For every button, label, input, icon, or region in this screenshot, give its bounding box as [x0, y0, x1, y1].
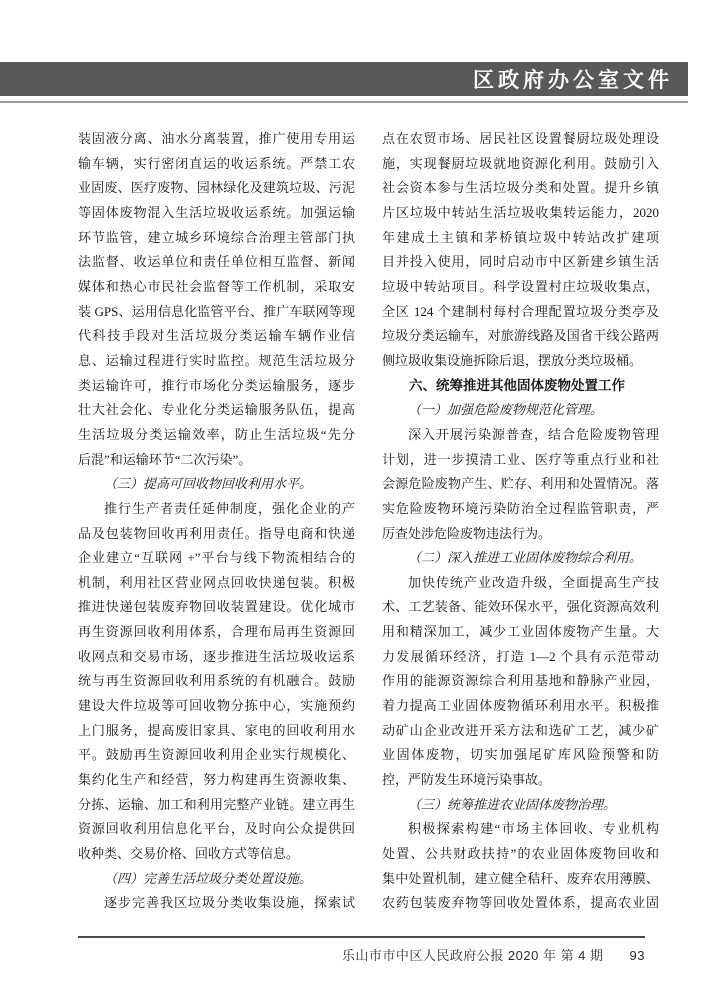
text-line: 法监督、收运单位和责任单位相互监督、新闻 — [78, 254, 355, 270]
text-line: 控，严防发生环境污染事故。 — [382, 772, 552, 788]
text-line: 平。鼓励再生资源回收利用企业实行规模化、 — [78, 747, 355, 763]
text-line: （四）完善生活垃圾分类处置设施。 — [104, 870, 313, 886]
text-line: 计划，进一步摸清工业、医疗等重点行业和社 — [382, 451, 659, 467]
left-column — [78, 127, 355, 916]
text-line: 会源危险废物产生、贮存、利用和处置情况。落 — [382, 476, 659, 492]
right-column — [382, 127, 659, 916]
text-line: 等固体废物混入生活垃圾收运系统。加强运输 — [78, 204, 355, 220]
text-line: 再生资源回收利用体系，合理布局再生资源回 — [78, 624, 355, 640]
text-line: 集中处置机制，建立健全秸秆、废弃农用薄膜、 — [382, 870, 659, 886]
text-line: 厉查处涉危险废物违法行为。 — [382, 525, 552, 541]
footer-source: 乐山市市中区人民政府公报 2020 年 第 4 期 — [341, 948, 604, 963]
text-line: 点在农贸市场、居民社区设置餐厨垃圾处理设 — [382, 131, 659, 146]
text-line: 业固体废物，切实加强尾矿库风险预警和防 — [382, 747, 659, 763]
page-number: 93 — [629, 948, 645, 963]
text-line: 片区垃圾中转站生活垃圾收集转运能力，2020 — [382, 204, 659, 220]
text-line: 动矿山企业改进开采方法和选矿工艺，减少矿 — [382, 722, 659, 738]
footer-divider — [78, 936, 645, 938]
text-line: 全区 124 个建制村每村合理配置垃圾分类亭及 — [382, 303, 659, 319]
text-line: 施，实现餐厨垃圾就地资源化利用。鼓励引入 — [382, 155, 659, 171]
text-line: 社会资本参与生活垃圾分类和处置。提升乡镇 — [382, 180, 659, 196]
text-line: 装固液分离、油水分离装置，推广使用专用运 — [78, 131, 355, 146]
page-title: 区政府办公室文件 — [473, 69, 673, 92]
text-line: 装 GPS、运用信息化监管平台、推广车联网等现 — [78, 303, 355, 319]
text-line: 品及包装物回收再利用责任。指导电商和快递 — [78, 525, 355, 541]
text-line: （三）统筹推进农业固体废物治理。 — [408, 796, 617, 812]
text-line: 后混”和运输环节“二次污染”。 — [78, 451, 252, 467]
text-line: 年建成土主镇和茅桥镇垃圾中转站改扩建项 — [382, 229, 659, 245]
text-line: 处置、公共财政扶持”的农业固体废物回收和 — [382, 846, 659, 862]
text-line: 收种类、交易价格、回收方式等信息。 — [78, 846, 300, 862]
text-line: 环节监管，建立城乡环境综合治理主管部门执 — [78, 229, 355, 245]
text-line: 类运输许可，推行市场化分类运输服务，逐步 — [78, 377, 355, 393]
footer-text — [78, 945, 645, 964]
text-line: 农药包装废弃物等回收处置体系，提高农业固 — [382, 895, 659, 911]
header-banner — [0, 62, 688, 96]
text-line: 积极探索构建“市场主体回收、专业机构 — [408, 821, 659, 837]
text-line: 媒体和热心市民社会监督等工作机制，采取安 — [78, 278, 355, 294]
text-line: 建设大件垃圾等可回收物分拣中心，实施预约 — [78, 698, 355, 714]
text-line: 着力提高工业固体废物循环利用水平。积极推 — [382, 698, 659, 714]
text-line: 资源回收利用信息化平台，及时向公众提供回 — [78, 821, 355, 837]
text-line: 推进快递包装废弃物回收装置建设。优化城市 — [78, 599, 355, 615]
text-line: 息、运输过程进行实时监控。规范生活垃圾分 — [78, 352, 355, 368]
text-line: 统与再生资源回收利用系统的有机融合。鼓励 — [78, 673, 355, 689]
text-line: 上门服务，提高废旧家具、家电的回收利用水 — [78, 722, 355, 738]
text-line: 生活垃圾分类运输效率，防止生活垃圾“先分 — [78, 426, 355, 442]
text-line: 收网点和交易市场，逐步推进生活垃圾收运系 — [78, 648, 355, 664]
header-divider — [0, 101, 688, 103]
text-line: 用和精深加工，减少工业固体废物产生量。大 — [382, 624, 659, 640]
text-line: （二）深入推进工业固体废物综合利用。 — [408, 550, 643, 566]
text-line: （一）加强危险废物规范化管理。 — [408, 402, 604, 418]
text-line: 作用的能源资源综合利用基地和静脉产业园， — [382, 673, 659, 689]
text-line: 实危险废物环境污染防治全过程监管职责，严 — [382, 500, 659, 516]
text-line: 加快传统产业改造升级，全面提高生产技 — [408, 574, 659, 590]
text-line: 代科技手段对生活垃圾分类运输车辆作业信 — [78, 328, 355, 344]
text-line: 壮大社会化、专业化分类运输服务队伍，提高 — [78, 402, 355, 418]
text-line: 业固废、医疗废物、园林绿化及建筑垃圾、污泥 — [78, 180, 355, 196]
text-line: 机制，利用社区营业网点回收快递包装。积极 — [78, 574, 355, 590]
text-line: 垃圾中转站项目。科学设置村庄垃圾收集点， — [382, 278, 659, 294]
text-line: 集约化生产和经营，努力构建再生资源收集、 — [78, 772, 355, 788]
text-line: 侧垃圾收集设施拆除后退，摆放分类垃圾桶。 — [382, 352, 643, 368]
text-line: 力发展循环经济，打造 1—2 个具有示范带动 — [382, 648, 659, 664]
text-line: 输车辆，实行密闭直运的收运系统。严禁工农 — [78, 155, 355, 171]
text-line: 分拣、运输、加工和利用完整产业链。建立再生 — [78, 796, 355, 812]
text-line: （三）提高可回收物回收利用水平。 — [104, 476, 313, 492]
text-line: 推行生产者责任延伸制度，强化企业的产 — [104, 500, 355, 516]
page-footer — [78, 936, 645, 964]
text-line: 目并投入使用，同时启动市中区新建乡镇生活 — [382, 254, 659, 270]
text-line: 术、工艺装备、能效环保水平，强化资源高效利 — [382, 599, 659, 615]
text-line: 垃圾分类运输车，对旅游线路及国省干线公路两 — [382, 328, 659, 344]
text-line: 六、统筹推进其他固体废物处置工作 — [409, 377, 625, 393]
text-line: 企业建立“互联网 +”平台与线下物流相结合的 — [78, 550, 355, 566]
text-line: 逐步完善我区垃圾分类收集设施，探索试 — [104, 895, 355, 911]
text-line: 深入开展污染源普查，结合危险废物管理 — [408, 426, 659, 442]
